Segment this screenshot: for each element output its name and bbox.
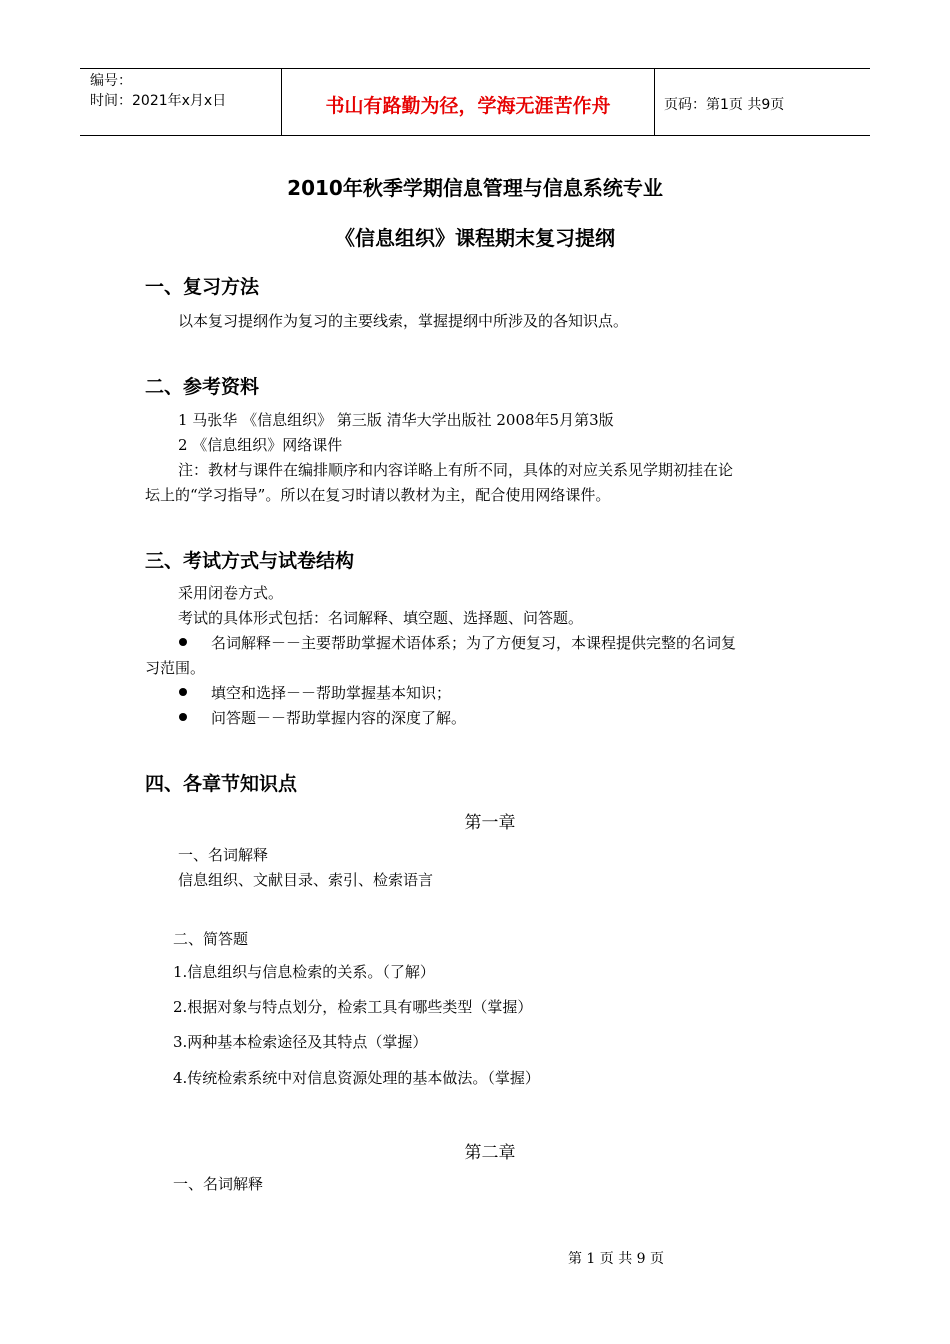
bullet-item: 填空和选择－－帮助掌握基本知识； <box>211 684 452 702</box>
subheading: 二、简答题 <box>173 930 249 948</box>
page-footer: 第 1 页 共 9 页 <box>567 1251 665 1267</box>
chapter-title: 第一章 <box>464 813 516 833</box>
question-item: 4.传统检索系统中对信息资源处理的基本做法。（掌握） <box>173 1069 540 1087</box>
header-meta <box>90 71 226 111</box>
section-heading: 二、参考资料 <box>145 376 260 398</box>
header-motto: 书山有路勤为径，学海无涯苦作舟 <box>325 95 611 117</box>
reference-item: 1 马张华 《信息组织》 第三版 清华大学出版社 2008年5月第3版 <box>178 411 614 429</box>
section-heading: 三、考试方式与试卷结构 <box>145 550 355 572</box>
bullet-icon <box>179 713 187 721</box>
bullet-item: 名词解释－－主要帮助掌握术语体系；为了方便复习，本课程提供完整的名词复 <box>211 634 737 652</box>
question-item: 2.根据对象与特点划分，检索工具有哪些类型（掌握） <box>173 998 533 1016</box>
document-title-line1: 2010年秋季学期信息管理与信息系统专业 <box>287 176 663 200</box>
note-line: 坛上的“学习指导”。所以在复习时请以教材为主，配合使用网络课件。 <box>145 486 611 504</box>
term-list: 信息组织、文献目录、索引、检索语言 <box>178 871 434 889</box>
paragraph: 以本复习提纲作为复习的主要线索，掌握提纲中所涉及的各知识点。 <box>178 312 629 330</box>
section-heading: 四、各章节知识点 <box>145 773 298 795</box>
bullet-item-continued: 习范围。 <box>145 659 206 677</box>
reference-item: 2 《信息组织》网络课件 <box>178 436 343 454</box>
bullet-item: 问答题－－帮助掌握内容的深度了解。 <box>211 709 467 727</box>
paragraph: 采用闭卷方式。 <box>178 584 284 602</box>
subheading: 一、名词解释 <box>173 1175 264 1193</box>
bullet-icon <box>179 638 187 646</box>
note-line: 注：教材与课件在编排顺序和内容详略上有所不同，具体的对应关系见学期初挂在论 <box>178 461 734 479</box>
paragraph: 考试的具体形式包括：名词解释、填空题、选择题、问答题。 <box>178 609 584 627</box>
bullet-icon <box>179 688 187 696</box>
question-item: 3.两种基本检索途径及其特点（掌握） <box>173 1033 428 1051</box>
chapter-title: 第二章 <box>464 1143 516 1163</box>
header-page-label: 页码：第1页 共9页 <box>664 97 785 113</box>
question-item: 1.信息组织与信息检索的关系。（了解） <box>173 963 435 981</box>
document-title-line2: 《信息组织》课程期末复习提纲 <box>335 226 615 250</box>
number-label: 编号： <box>90 73 132 89</box>
subheading: 一、名词解释 <box>178 846 269 864</box>
page-header <box>80 68 870 136</box>
time-label: 时间：2021年x月x日 <box>90 93 227 109</box>
header-divider <box>654 69 655 135</box>
section-heading: 一、复习方法 <box>145 276 260 298</box>
